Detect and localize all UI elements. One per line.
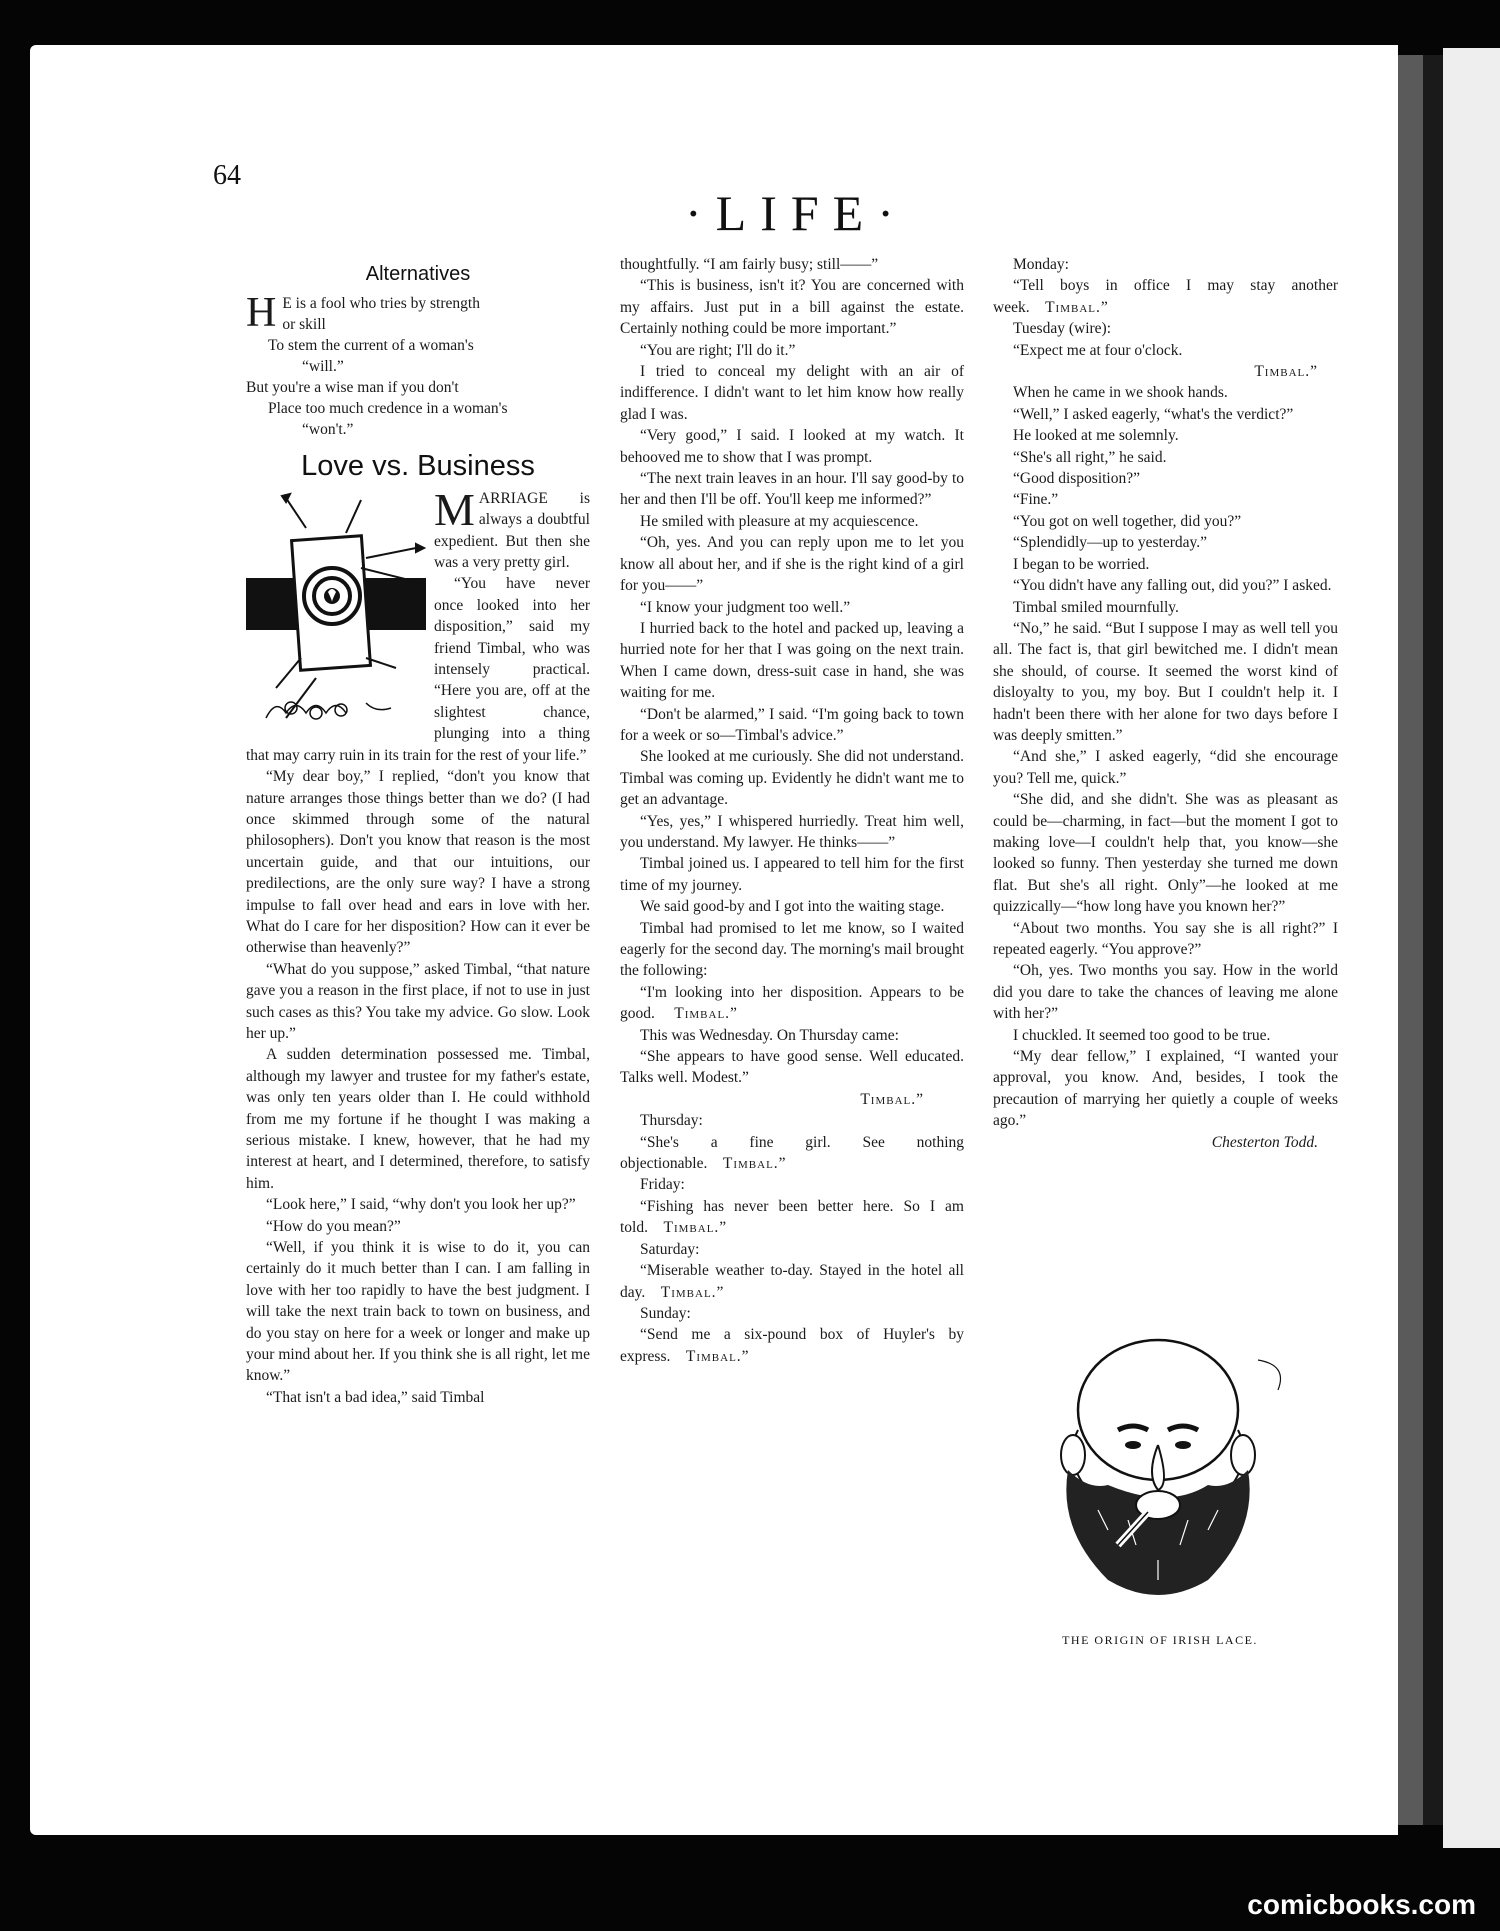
target-with-arrows-icon [246,488,426,738]
day-label: Thursday: [640,1112,703,1130]
poem-title: Alternatives [365,263,471,285]
telegram-text: “I'm looking into her disposition. Appears to be good. [620,983,964,1023]
paragraph: This was Wednesday. On Thursday came: [640,1026,899,1044]
telegram-signature: Timbal.” [674,1005,738,1023]
telegram [620,982,964,1025]
day-label: Monday: [1013,256,1069,273]
poem-line: “won't.” [302,421,354,439]
column-1 [246,260,590,1408]
telegram-signature: Timbal.” [685,1347,750,1365]
paragraph: “The next train leaves in an hour. I'll say good-by to her and then I'll be off. You'll keep me informed?” [620,470,964,509]
paragraph: “Don't be alarmed,” I said. “I'm going back to town for a week or so—Timbal's advice.” [620,705,964,744]
paragraph: She looked at me curiously. She did not understand. Timbal was coming up. Evidently he didn't want me to get an advantage. [620,748,964,809]
paragraph: I tried to conceal my delight with an air of indifference. I didn't want to let him know how really glad I was. [620,363,964,423]
paragraph: “You got on well together, did you?” [1013,512,1242,530]
target-illustration [246,488,426,738]
telegram [620,1196,964,1239]
telegram-text: “Fishing has never been better here. So I am told. [620,1197,964,1237]
paragraph: “What do you suppose,” asked Timbal, “that nature gave you a reason in the first place, if not to use in just such cases as this? You take my advice. Go slow. Look her up.” [246,960,590,1042]
paragraph: “Fine.” [1013,491,1059,509]
paragraph: “You have never once looked into her disposition,” said my friend Timbal, who was intensely practical. “Here you are, off at the slightest chance, plunging into a thing that may carry ruin in its train for the rest of your life.” [246,575,590,764]
paragraph: I chuckled. It seemed too good to be true. [1013,1026,1271,1044]
paragraph: “That isn't a bad idea,” said Timbal [266,1388,485,1406]
telegram-signature: Timbal.” [663,1219,728,1237]
telegram-signature: Timbal.” [1254,363,1318,381]
paragraph: “Very good,” I said. I looked at my watch. It behooved me to show that I was prompt. [620,427,964,466]
poem-line: “will.” [302,358,344,376]
book-spine-shadow [1423,55,1443,1825]
telegram-signature: Timbal.” [1045,298,1109,316]
paragraph: “Yes, yes,” I whispered hurriedly. Treat him well, you understand. My lawyer. He thinks——” [620,812,964,851]
poem-line: Place too much credence in a woman's [268,400,508,418]
day-label: Sunday: [640,1304,691,1322]
paragraph: Timbal joined us. I appeared to tell him for the first time of my journey. [620,855,964,894]
poem [246,290,590,440]
paragraph: Timbal smiled mournfully. [1013,598,1179,616]
paragraph: “You are right; I'll do it.” [640,341,796,359]
telegram [620,1132,964,1175]
paragraph: A sudden determination possessed me. Timbal, although my lawyer and trustee for my father's estate, was only ten years older than I. He could withhold from me my fortune if he thought I was making a serious mistake. I knew, however, that he had my interest at heart, and I determined, therefore, to satisfy him. [246,1046,590,1192]
day-label: Tuesday (wire): [1013,320,1112,338]
paragraph: When he came in we shook hands. [1013,384,1228,402]
paragraph: “This is business, isn't it? You are concerned with my affairs. Just put in a bill against the estate. Certainly nothing could be more important.” [620,277,964,338]
masthead: ·LIFE· [685,185,908,241]
paragraph: We said good-by and I got into the waiting stage. [640,898,945,916]
paragraph: “Oh, yes. Two months you say. How in the world did you dare to take the chances of leaving me alone with her?” [993,962,1338,1023]
page-number: 64 [213,160,241,191]
telegram-text: “Miserable weather to-day. Stayed in the hotel all day. [620,1262,964,1301]
telegram-signature: Timbal.” [860,1090,924,1108]
paragraph: thoughtfully. “I am fairly busy; still——” [620,256,879,273]
paragraph: “Good disposition?” [1013,470,1140,488]
column-2 [620,254,964,1367]
telegram [993,275,1338,318]
paragraph: “You didn't have any falling out, did you?” I asked. [1013,577,1332,595]
poem-line: E is a fool who tries by strength [282,295,480,313]
paragraph: “No,” he said. “But I suppose I may as well tell you all. The fact is, that girl bewitched me. I didn't mean she should, of course. It seemed the worst kind of disloyalty to you, my boy. But I couldn't help it. I hadn't been there with her alone for two days before I was deeply smitten.” [993,619,1338,744]
telegram-text: “Tell boys in office I may stay another week. [993,277,1338,316]
paragraph: “Look here,” I said, “why don't you look her up?” [266,1196,576,1214]
paragraph: “And she,” I asked eagerly, “did she encourage you? Tell me, quick.” [993,748,1338,787]
day-label: Saturday: [640,1240,700,1258]
paragraph: He smiled with pleasure at my acquiescence. [640,512,919,530]
telegram-text: “She's a fine girl. See nothing objectionable. [620,1133,964,1173]
paragraph: “My dear boy,” I replied, “don't you know that nature arranges those things better than we do? (I had once skimmed through some of the natural philosophers). Don't you know that reason is the most uncertain guide, and that our intuitions, our predilections, are the only sure way? I have a strong impulse to fall over head and ears in love with her. What do I care for her disposition? How can it ever be otherwise than heavenly?” [246,768,590,957]
paragraph: “Well,” I asked eagerly, “what's the verdict?” [1013,405,1294,423]
paragraph: “She's all right,” he said. [1013,448,1167,466]
adjacent-page-edge [1443,48,1500,1848]
story-title: Love vs. Business [301,450,535,483]
poem-line: But you're a wise man if you don't [246,379,459,397]
paragraph: “I know your judgment too well.” [640,598,851,616]
paragraph: “About two months. You say she is all right?” I repeated eagerly. “You approve?” [993,919,1338,958]
paragraph: I hurried back to the hotel and packed up, leaving a hurried note for her that I was going on the next train. When I came down, dress-suit case in hand, she was waiting for me. [620,619,964,702]
telegram [620,1260,964,1303]
cartoon-caption: THE ORIGIN OF IRISH LACE. [1062,1633,1258,1647]
paragraph: He looked at me solemnly. [1013,427,1179,445]
poem-line: or skill [282,316,326,334]
poem-line: To stem the current of a woman's [268,337,474,355]
story-drop-cap: M [434,483,475,535]
watermark: comicbooks.com [1247,1889,1476,1920]
paragraph: “Splendidly—up to yesterday.” [1013,534,1207,552]
paragraph: I began to be worried. [1013,555,1150,573]
paragraph: “Oh, yes. And you can reply upon me to let you know all about her, and if she is the right kind of a girl for you——” [620,534,964,595]
paragraph: “How do you mean?” [266,1217,401,1235]
paragraph: “She did, and she didn't. She was as pleasant as could be—charming, in fact—but the moment I got to making love—I couldn't help that, you know—she looked so funny. Then yesterday she turned me down flat. But she's all right. Only”—he looked at me quizzically—“how long have you known her?” [993,791,1338,916]
telegram-text: “She appears to have good sense. Well educated. Talks well. Modest.” [620,1048,964,1087]
telegram [620,1324,964,1367]
telegram-signature: Timbal.” [722,1155,787,1173]
bearded-man-smoking-icon [1018,1320,1318,1620]
day-label: Friday: [640,1176,685,1194]
paragraph: ARRIAGE is always a doubtful expedient. But then she was a very pretty girl. [434,489,590,572]
telegram-text: “Expect me at four o'clock. [1013,341,1183,359]
column-3 [993,254,1338,1153]
author-byline: Chesterton Todd. [1211,1133,1318,1151]
telegram-signature: Timbal.” [660,1283,725,1301]
poem-drop-cap: H [246,290,277,337]
book-spine [1395,55,1423,1825]
telegram-text: “Send me a six-pound box of Huyler's by express. [620,1326,964,1365]
paragraph: Timbal had promised to let me know, so I waited eagerly for the second day. The morning's mail brought the following: [620,919,964,980]
paragraph: “Well, if you think it is wise to do it, you can certainly do it much better than I can. I am falling in love with her too rapidly to have the best judgment. I will take the next train back to town on business, and do you stay on here for a week or longer and make up your mind about her. If you think she is all right, let me know.” [246,1239,590,1385]
paragraph: “My dear fellow,” I explained, “I wanted your approval, you know. And, besides, I took the precaution of marrying her quietly a couple of weeks ago.” [993,1048,1338,1130]
cartoon-illustration [1018,1320,1318,1620]
